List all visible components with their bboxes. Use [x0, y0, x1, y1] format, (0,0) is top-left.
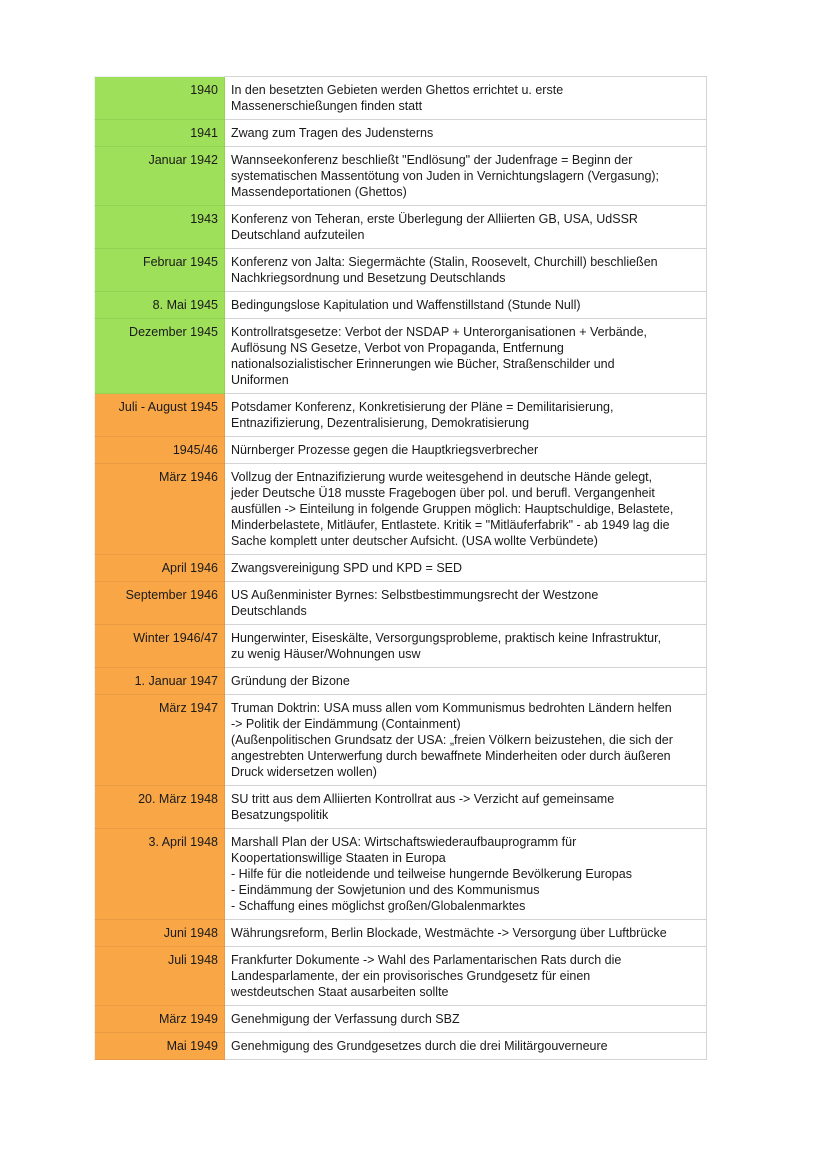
timeline-row: [95, 829, 707, 920]
timeline-event: US Außenminister Byrnes: Selbstbestimmungsrecht der Westzone Deutschlands: [225, 582, 707, 625]
timeline-date: 1940: [95, 77, 225, 120]
timeline-event: Nürnberger Prozesse gegen die Hauptkriegsverbrecher: [225, 437, 707, 464]
timeline-date: April 1946: [95, 555, 225, 582]
timeline-date: Juli 1948: [95, 947, 225, 1006]
timeline-event: Währungsreform, Berlin Blockade, Westmächte -> Versorgung über Luftbrücke: [225, 920, 707, 947]
timeline-row: [95, 437, 707, 464]
timeline-date: 3. April 1948: [95, 829, 225, 920]
timeline-row: [95, 1033, 707, 1060]
timeline-row: [95, 555, 707, 582]
timeline-date: 1941: [95, 120, 225, 147]
timeline-date: Februar 1945: [95, 249, 225, 292]
timeline-event: Frankfurter Dokumente -> Wahl des Parlamentarischen Rats durch die Landesparlamente, der ein provisorisches Grundgesetz für einen westdeutschen Staat ausarbeiten sollte: [225, 947, 707, 1006]
timeline-row: [95, 319, 707, 394]
timeline-row: [95, 786, 707, 829]
timeline-date: 20. März 1948: [95, 786, 225, 829]
timeline-row: [95, 695, 707, 786]
timeline-date: Mai 1949: [95, 1033, 225, 1060]
timeline-date: 1. Januar 1947: [95, 668, 225, 695]
timeline-row: [95, 464, 707, 555]
timeline-event: Wannseekonferenz beschließt "Endlösung" der Judenfrage = Beginn der systematischen Massentötung von Juden in Vernichtungslagern (Vergasung); Massendeportationen (Ghettos): [225, 147, 707, 206]
timeline-date: 1945/46: [95, 437, 225, 464]
timeline-event: Genehmigung der Verfassung durch SBZ: [225, 1006, 707, 1033]
timeline-event: Konferenz von Teheran, erste Überlegung der Alliierten GB, USA, UdSSR Deutschland aufzuteilen: [225, 206, 707, 249]
timeline-row: [95, 582, 707, 625]
timeline-row: [95, 394, 707, 437]
timeline-event: Bedingungslose Kapitulation und Waffenstillstand (Stunde Null): [225, 292, 707, 319]
timeline-row: [95, 77, 707, 120]
timeline-event: Zwangsvereinigung SPD und KPD = SED: [225, 555, 707, 582]
timeline-table: [94, 76, 707, 1060]
timeline-event: SU tritt aus dem Alliierten Kontrollrat aus -> Verzicht auf gemeinsame Besatzungspolitik: [225, 786, 707, 829]
timeline-row: [95, 947, 707, 1006]
timeline-date: Juni 1948: [95, 920, 225, 947]
timeline-event: Marshall Plan der USA: Wirtschaftswiederaufbauprogramm für Koopertationswillige Staaten in Europa - Hilfe für die notleidende und teilweise hungernde Bevölkerung Europas - Eindämmung der Sowjetunion und des Kommunismus - Schaffung eines möglichst großen/Globalenmarktes: [225, 829, 707, 920]
timeline-date: Winter 1946/47: [95, 625, 225, 668]
timeline-row: [95, 292, 707, 319]
timeline-row: [95, 1006, 707, 1033]
timeline-date: März 1947: [95, 695, 225, 786]
timeline-date: März 1949: [95, 1006, 225, 1033]
timeline-event: In den besetzten Gebieten werden Ghettos errichtet u. erste Massenerschießungen finden statt: [225, 77, 707, 120]
timeline-event: Vollzug der Entnazifizierung wurde weitesgehend in deutsche Hände gelegt, jeder Deutsche Ü18 musste Fragebogen über pol. und berufl. Vergangenheit ausfüllen -> Einteilung in folgende Gruppen möglich: Hauptschuldige, Belastete, Minderbelastete, Mitläufer, Entlastete. Kritik = "Mitläuferfabrik" - ab 1949 lag die Sache komplett unter deutscher Aufsicht. (USA wollte Verbündete): [225, 464, 707, 555]
timeline-date: 1943: [95, 206, 225, 249]
timeline-row: [95, 920, 707, 947]
timeline-event: Genehmigung des Grundgesetzes durch die drei Militärgouverneure: [225, 1033, 707, 1060]
timeline-event: Zwang zum Tragen des Judensterns: [225, 120, 707, 147]
timeline-event: Gründung der Bizone: [225, 668, 707, 695]
timeline-row: [95, 147, 707, 206]
timeline-event: Potsdamer Konferenz, Konkretisierung der Pläne = Demilitarisierung, Entnazifizierung, Dezentralisierung, Demokratisierung: [225, 394, 707, 437]
timeline-body: [95, 77, 707, 1060]
timeline-date: Januar 1942: [95, 147, 225, 206]
timeline-row: [95, 668, 707, 695]
timeline-row: [95, 625, 707, 668]
timeline-event: Kontrollratsgesetze: Verbot der NSDAP + Unterorganisationen + Verbände, Auflösung NS Gesetze, Verbot von Propaganda, Entfernung nationalsozialistischer Erinnerungen wie Bücher, Straßenschilder und Uniformen: [225, 319, 707, 394]
timeline-date: Dezember 1945: [95, 319, 225, 394]
timeline-date: Juli - August 1945: [95, 394, 225, 437]
timeline-date: März 1946: [95, 464, 225, 555]
timeline-event: Konferenz von Jalta: Siegermächte (Stalin, Roosevelt, Churchill) beschließen Nachkriegsordnung und Besetzung Deutschlands: [225, 249, 707, 292]
timeline-row: [95, 120, 707, 147]
timeline-event: Hungerwinter, Eiseskälte, Versorgungsprobleme, praktisch keine Infrastruktur, zu wenig Häuser/Wohnungen usw: [225, 625, 707, 668]
timeline-row: [95, 249, 707, 292]
timeline-date: September 1946: [95, 582, 225, 625]
timeline-date: 8. Mai 1945: [95, 292, 225, 319]
timeline-event: Truman Doktrin: USA muss allen vom Kommunismus bedrohten Ländern helfen -> Politik der Eindämmung (Containment) (Außenpolitischen Grundsatz der USA: „freien Völkern beizustehen, die sich der angestrebten Unterwerfung durch bewaffnete Minderheiten oder durch äußeren Druck widersetzen wollen): [225, 695, 707, 786]
timeline-row: [95, 206, 707, 249]
